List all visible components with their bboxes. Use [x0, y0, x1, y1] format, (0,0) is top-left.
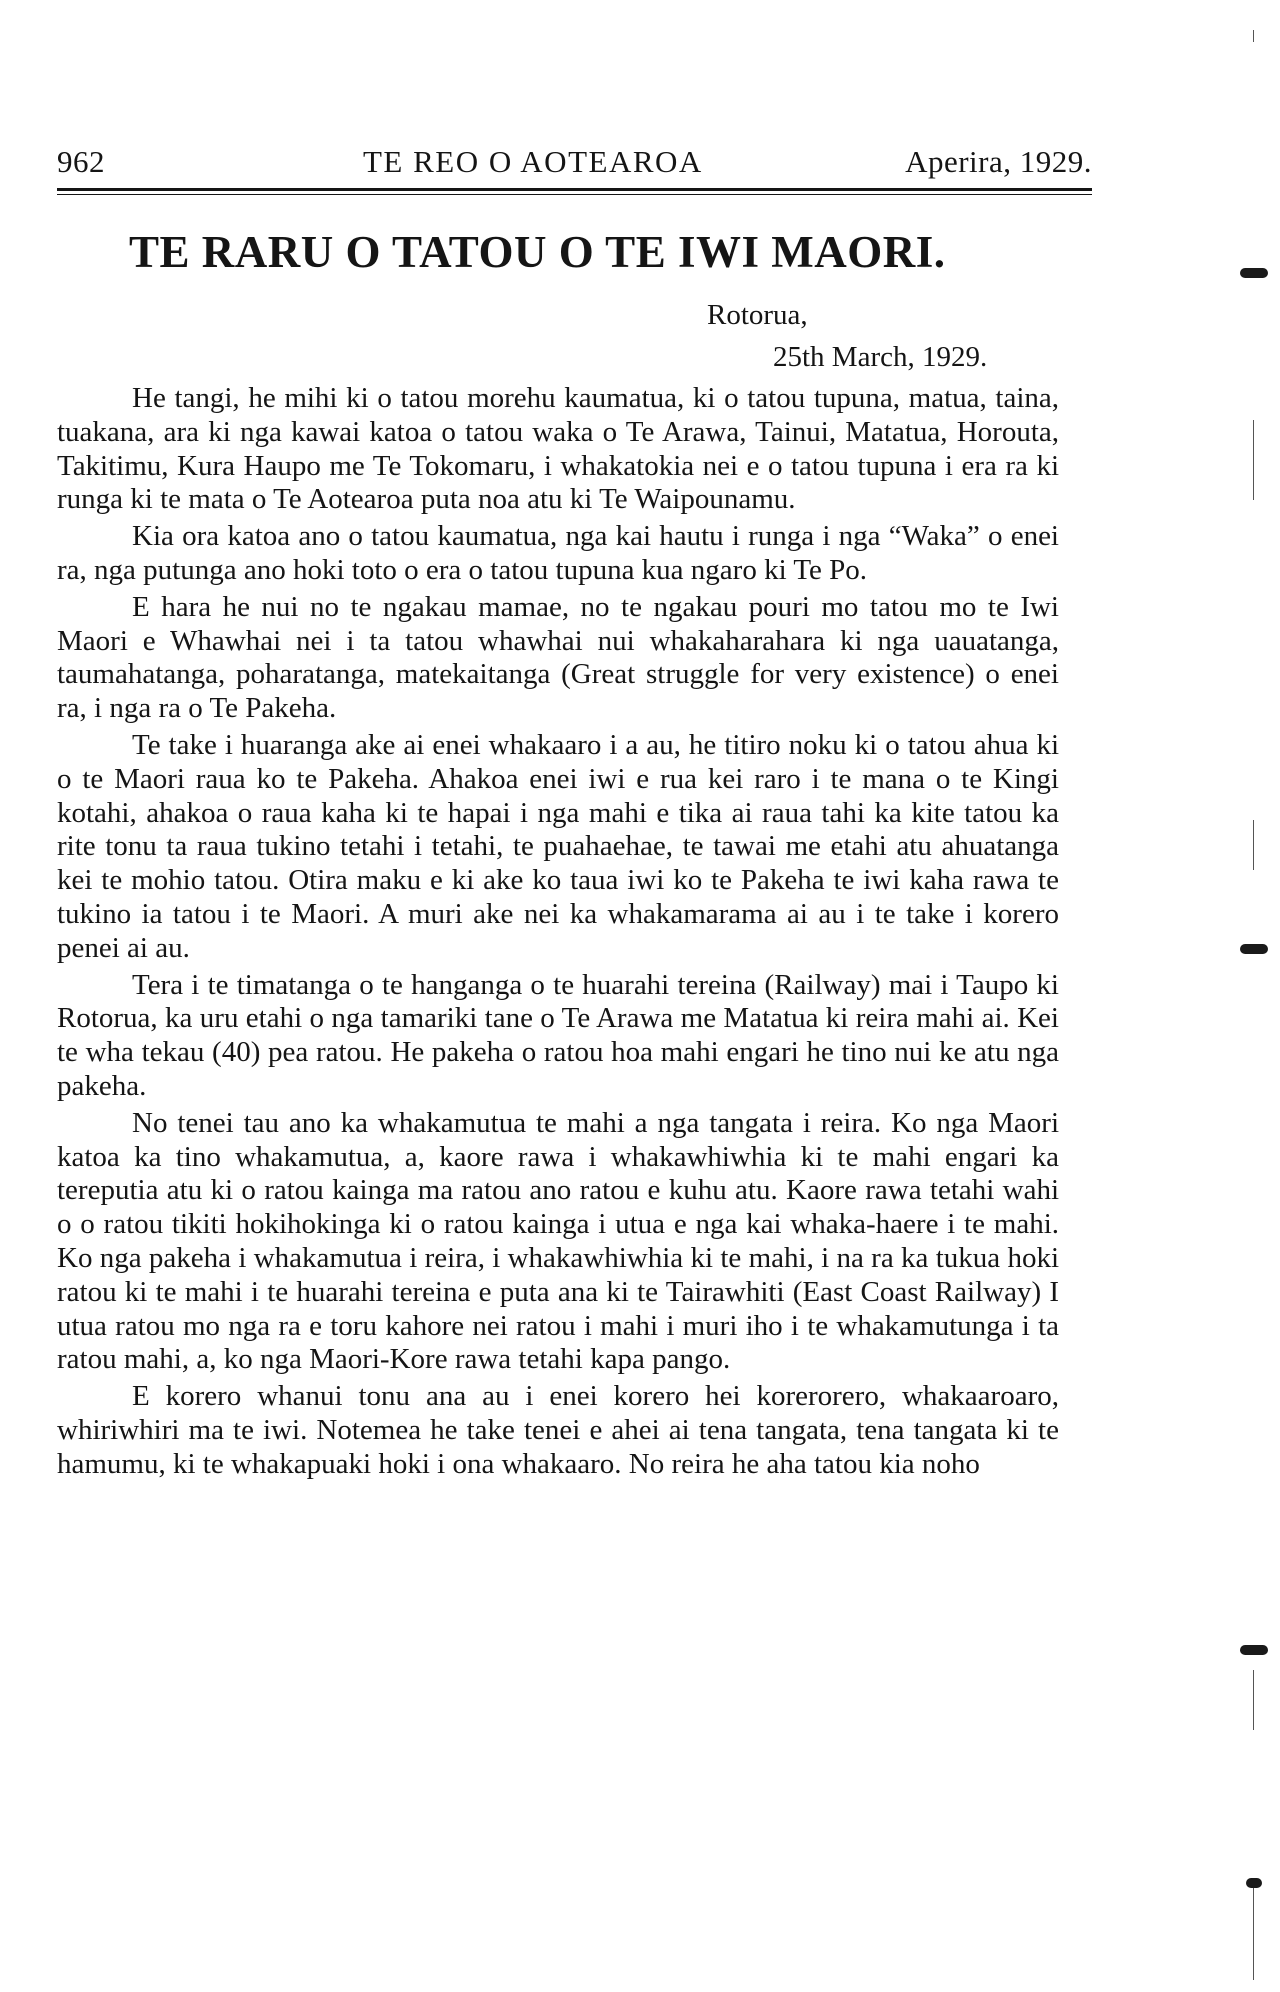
binding-line	[1253, 820, 1254, 870]
binding-margin	[1240, 0, 1280, 1992]
dateline-place: Rotorua,	[707, 299, 808, 331]
binding-line	[1253, 30, 1254, 42]
header-rule-thin	[57, 194, 1092, 195]
dateline-date: 25th March, 1929.	[773, 341, 988, 373]
document-page	[57, 0, 1132, 1992]
paragraph: Kia ora katoa ano o tatou kaumatua, nga kai hautu i runga i nga “Waka” o enei ra, nga putunga ano hoki toto o era o tatou tupuna kua ngaro ki Te Po.	[57, 520, 1059, 586]
article-title: TE RARU O TATOU O TE IWI MAORI.	[129, 227, 946, 277]
binding-hole-mark	[1246, 1878, 1262, 1888]
issue-date: Aperira, 1929.	[905, 144, 1092, 179]
paragraph: E korero whanui tonu ana au i enei korero hei korerorero, whakaaroaro, whiriwhiri ma te iwi. Notemea he take tenei e ahei ai tena tangata, tena tangata ki te hamumu, ki te whakapuaki hoki i ona whakaaro. No reira he aha tatou kia noho	[57, 1380, 1059, 1480]
header-rule-thick	[57, 188, 1092, 191]
paragraph: No tenei tau ano ka whakamutua te mahi a nga tangata i reira. Ko nga Maori katoa ka tino whakamutua, a, kaore rawa i whakawhiwhia ki te mahi engari ka tereputia atu ki o ratou kainga ma ratou ano ratou e kuhu atu. Kaore rawa tetahi wahi o o ratou tikiti hokihokinga ki o ratou kainga i utua e nga kai whaka-haere i te mahi. Ko nga pakeha i whakamutua i reira, i whakawhiwhia ki te mahi, i na ra ka tukua hoki ratou ki te mahi i te huarahi tereina e puta ana ki te Tairawhiti (East Coast Railway) I utua ratou mo nga ra e toru kahore nei ratou i mahi i muri iho i te whakamutunga i ta ratou mahi, a, ko nga Maori-Kore rawa tetahi kapa pango.	[57, 1106, 1059, 1376]
binding-line	[1253, 1670, 1254, 1730]
dateline	[707, 294, 987, 378]
binding-line	[1253, 420, 1254, 500]
paragraph: He tangi, he mihi ki o tatou morehu kaumatua, ki o tatou tupuna, matua, taina, tuakana, ara ki nga kawai katoa o tatou waka o Te Arawa, Tainui, Matatua, Horouta, Takitimu, Kura Haupo me Te Tokomaru, i whakatokia nei e o tatou tupuna i era ra ki runga ki te mata o Te Aotearoa puta noa atu ki Te Waipounamu.	[57, 382, 1059, 516]
article-body	[57, 382, 1059, 1485]
journal-title: TE REO O AOTEAROA	[363, 144, 703, 179]
paragraph: E hara he nui no te ngakau mamae, no te ngakau pouri mo tatou mo te Iwi Maori e Whawhai nei i ta tatou whawhai nui whakaharahara ki nga uauatanga, taumahatanga, poharatanga, matekaitanga (Great struggle for very existence) o enei ra, i nga ra o Te Pakeha.	[57, 590, 1059, 725]
page-number: 962	[57, 144, 105, 179]
paragraph: Te take i huaranga ake ai enei whakaaro i a au, he titiro noku ki o tatou ahua ki o te Maori raua ko te Pakeha. Ahakoa enei iwi e rua kei raro i te mana o te Kingi kotahi, ahakoa o raua kaha ki te hapai i nga mahi e tika ai raua tahi ka kite tatou ka rite tonu ta raua tukino tetahi i tetahi, te puahaehae, te tawai me etahi atu ahuatanga kei te mohio tatou. Otira maku e ki ake ko taua iwi ko te Pakeha te iwi kaha rawa te tukino ia tatou i te Maori. A muri ake nei ka whakamarama ai au i te take i korero penei ai au.	[57, 728, 1059, 964]
binding-line	[1253, 1880, 1254, 1980]
binding-hole-mark	[1240, 944, 1268, 954]
binding-hole-mark	[1240, 1645, 1268, 1655]
binding-hole-mark	[1240, 268, 1268, 278]
running-header	[57, 144, 1092, 188]
paragraph: Tera i te timatanga o te hanganga o te huarahi tereina (Railway) mai i Taupo ki Rotorua, ka uru etahi o nga tamariki tane o Te Arawa me Matatua ki reira mahi ai. Kei te wha tekau (40) pea ratou. He pakeha o ratou hoa mahi engari he tino nui ke atu nga pakeha.	[57, 968, 1059, 1102]
